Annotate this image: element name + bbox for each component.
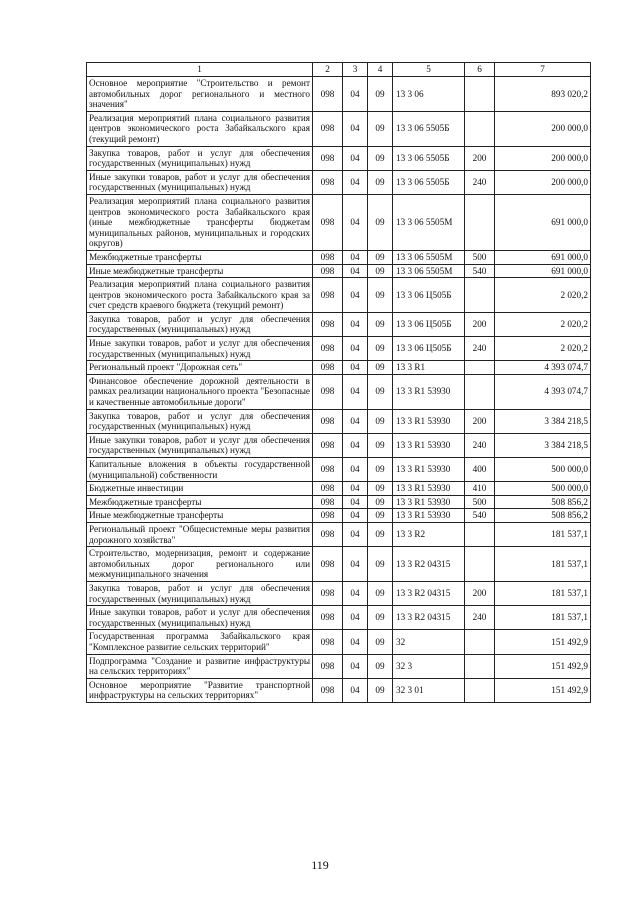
amount-cell: 2 020,2 [495, 278, 591, 313]
subsection-code-cell: 09 [368, 146, 393, 170]
subsection-code-cell: 09 [368, 250, 393, 264]
table-row [87, 547, 591, 582]
expense-type-cell: 240 [465, 170, 495, 194]
section-code-cell: 04 [343, 654, 368, 678]
subsection-code-cell: 09 [368, 77, 393, 112]
table-row [87, 409, 591, 433]
ministry-code-cell: 098 [313, 495, 343, 509]
section-code-cell: 04 [343, 111, 368, 146]
expense-type-cell: 540 [465, 264, 495, 278]
item-name-cell: Строительство, модернизация, ремонт и содержание автомобильных дорог регионального или межмуниципального значения [87, 547, 313, 582]
section-code-cell: 04 [343, 581, 368, 605]
subsection-code-cell: 09 [368, 194, 393, 250]
target-article-cell: 13 3 R2 04315 [393, 547, 465, 582]
expense-type-cell [465, 111, 495, 146]
amount-cell: 181 537,1 [495, 581, 591, 605]
header-cell: 6 [465, 63, 495, 77]
amount-cell: 508 856,2 [495, 509, 591, 523]
amount-cell: 181 537,1 [495, 606, 591, 630]
subsection-code-cell: 09 [368, 654, 393, 678]
subsection-code-cell: 09 [368, 312, 393, 336]
ministry-code-cell: 098 [313, 458, 343, 482]
target-article-cell: 13 3 06 5505М [393, 264, 465, 278]
amount-cell: 151 492,9 [495, 654, 591, 678]
target-article-cell: 13 3 06 Ц505Б [393, 337, 465, 361]
ministry-code-cell: 098 [313, 77, 343, 112]
ministry-code-cell: 098 [313, 111, 343, 146]
header-cell: 5 [393, 63, 465, 77]
ministry-code-cell: 098 [313, 250, 343, 264]
ministry-code-cell: 098 [313, 146, 343, 170]
amount-cell: 500 000,0 [495, 458, 591, 482]
header-cell: 2 [313, 63, 343, 77]
budget-table-container [86, 62, 590, 703]
table-row [87, 522, 591, 546]
table-row [87, 606, 591, 630]
target-article-cell: 13 3 06 [393, 77, 465, 112]
subsection-code-cell: 09 [368, 409, 393, 433]
section-code-cell: 04 [343, 337, 368, 361]
amount-cell: 508 856,2 [495, 495, 591, 509]
section-code-cell: 04 [343, 361, 368, 375]
expense-type-cell: 240 [465, 433, 495, 457]
target-article-cell: 13 3 R1 53930 [393, 482, 465, 496]
item-name-cell: Основное мероприятие "Строительство и ремонт автомобильных дорог регионального и местного значения" [87, 77, 313, 112]
expense-type-cell: 240 [465, 606, 495, 630]
item-name-cell: Бюджетные инвестиции [87, 482, 313, 496]
ministry-code-cell: 098 [313, 361, 343, 375]
subsection-code-cell: 09 [368, 547, 393, 582]
section-code-cell: 04 [343, 630, 368, 654]
target-article-cell: 13 3 R1 53930 [393, 374, 465, 409]
item-name-cell: Иные закупки товаров, работ и услуг для обеспечения государственных (муниципальных) нужд [87, 433, 313, 457]
item-name-cell: Закупка товаров, работ и услуг для обеспечения государственных (муниципальных) нужд [87, 409, 313, 433]
target-article-cell: 13 3 06 5505М [393, 194, 465, 250]
section-code-cell: 04 [343, 278, 368, 313]
target-article-cell: 13 3 R1 53930 [393, 458, 465, 482]
table-row [87, 146, 591, 170]
table-row [87, 433, 591, 457]
ministry-code-cell: 098 [313, 194, 343, 250]
amount-cell: 181 537,1 [495, 547, 591, 582]
table-row [87, 678, 591, 702]
amount-cell: 3 384 218,5 [495, 409, 591, 433]
table-row [87, 194, 591, 250]
ministry-code-cell: 098 [313, 374, 343, 409]
section-code-cell: 04 [343, 678, 368, 702]
amount-cell: 3 384 218,5 [495, 433, 591, 457]
table-row [87, 337, 591, 361]
section-code-cell: 04 [343, 522, 368, 546]
table-row [87, 361, 591, 375]
section-code-cell: 04 [343, 509, 368, 523]
target-article-cell: 32 3 01 [393, 678, 465, 702]
subsection-code-cell: 09 [368, 361, 393, 375]
expense-type-cell: 200 [465, 409, 495, 433]
table-row [87, 495, 591, 509]
table-row [87, 278, 591, 313]
section-code-cell: 04 [343, 264, 368, 278]
expense-type-cell: 410 [465, 482, 495, 496]
section-code-cell: 04 [343, 495, 368, 509]
amount-cell: 691 000,0 [495, 250, 591, 264]
ministry-code-cell: 098 [313, 409, 343, 433]
expense-type-cell [465, 194, 495, 250]
item-name-cell: Иные закупки товаров, работ и услуг для обеспечения государственных (муниципальных) нужд [87, 170, 313, 194]
section-code-cell: 04 [343, 77, 368, 112]
subsection-code-cell: 09 [368, 482, 393, 496]
item-name-cell: Финансовое обеспечение дорожной деятельности в рамках реализации национального проекта "Безопасные и качественные автомобильные дороги" [87, 374, 313, 409]
amount-cell: 2 020,2 [495, 312, 591, 336]
item-name-cell: Подпрограмма "Создание и развитие инфраструктуры на сельских территориях" [87, 654, 313, 678]
table-row [87, 264, 591, 278]
ministry-code-cell: 098 [313, 509, 343, 523]
subsection-code-cell: 09 [368, 630, 393, 654]
subsection-code-cell: 09 [368, 522, 393, 546]
amount-cell: 500 000,0 [495, 482, 591, 496]
target-article-cell: 13 3 R1 53930 [393, 409, 465, 433]
expense-type-cell: 200 [465, 146, 495, 170]
target-article-cell: 13 3 R1 53930 [393, 433, 465, 457]
table-row [87, 458, 591, 482]
page-number: 119 [311, 858, 329, 872]
item-name-cell: Реализация мероприятий плана социального развития центров экономического роста Забайкальского края (иные межбюджетные трансферты бюджетам муниципальных районов, муниципальных и городских округов) [87, 194, 313, 250]
subsection-code-cell: 09 [368, 581, 393, 605]
ministry-code-cell: 098 [313, 264, 343, 278]
subsection-code-cell: 09 [368, 170, 393, 194]
header-cell: 3 [343, 63, 368, 77]
expense-type-cell [465, 361, 495, 375]
subsection-code-cell: 09 [368, 495, 393, 509]
target-article-cell: 32 3 [393, 654, 465, 678]
amount-cell: 4 393 074,7 [495, 374, 591, 409]
subsection-code-cell: 09 [368, 264, 393, 278]
expense-type-cell [465, 630, 495, 654]
table-row [87, 77, 591, 112]
target-article-cell: 13 3 R2 [393, 522, 465, 546]
table-row [87, 581, 591, 605]
ministry-code-cell: 098 [313, 654, 343, 678]
section-code-cell: 04 [343, 312, 368, 336]
item-name-cell: Основное мероприятие "Развитие транспортной инфраструктуры на сельских территориях" [87, 678, 313, 702]
item-name-cell: Региональный проект "Дорожная сеть" [87, 361, 313, 375]
item-name-cell: Реализация мероприятий плана социального развития центров экономического роста Забайкальского края (текущий ремонт) [87, 111, 313, 146]
ministry-code-cell: 098 [313, 678, 343, 702]
section-code-cell: 04 [343, 374, 368, 409]
target-article-cell: 13 3 06 5505Б [393, 111, 465, 146]
target-article-cell: 32 [393, 630, 465, 654]
ministry-code-cell: 098 [313, 630, 343, 654]
amount-cell: 4 393 074,7 [495, 361, 591, 375]
expense-type-cell: 500 [465, 495, 495, 509]
section-code-cell: 04 [343, 194, 368, 250]
item-name-cell: Межбюджетные трансферты [87, 250, 313, 264]
item-name-cell: Межбюджетные трансферты [87, 495, 313, 509]
expense-type-cell [465, 678, 495, 702]
subsection-code-cell: 09 [368, 678, 393, 702]
amount-cell: 200 000,0 [495, 111, 591, 146]
item-name-cell: Реализация мероприятий плана социального развития центров экономического роста Забайкальского края за счет средств краевого бюджета (текущий ремонт) [87, 278, 313, 313]
section-code-cell: 04 [343, 606, 368, 630]
section-code-cell: 04 [343, 409, 368, 433]
expense-type-cell [465, 278, 495, 313]
item-name-cell: Закупка товаров, работ и услуг для обеспечения государственных (муниципальных) нужд [87, 146, 313, 170]
target-article-cell: 13 3 06 5505Б [393, 146, 465, 170]
table-row [87, 482, 591, 496]
expense-type-cell [465, 374, 495, 409]
header-cell: 1 [87, 63, 313, 77]
amount-cell: 691 000,0 [495, 194, 591, 250]
table-header-row [87, 63, 591, 77]
expense-type-cell [465, 522, 495, 546]
item-name-cell: Иные закупки товаров, работ и услуг для обеспечения государственных (муниципальных) нужд [87, 337, 313, 361]
target-article-cell: 13 3 06 Ц505Б [393, 278, 465, 313]
section-code-cell: 04 [343, 433, 368, 457]
expense-type-cell: 200 [465, 581, 495, 605]
item-name-cell: Капитальные вложения в объекты государственной (муниципальной) собственности [87, 458, 313, 482]
item-name-cell: Государственная программа Забайкальского края "Комплексное развитие сельских территорий" [87, 630, 313, 654]
table-row [87, 374, 591, 409]
expense-type-cell: 200 [465, 312, 495, 336]
amount-cell: 200 000,0 [495, 146, 591, 170]
section-code-cell: 04 [343, 146, 368, 170]
target-article-cell: 13 3 06 Ц505Б [393, 312, 465, 336]
expense-type-cell [465, 77, 495, 112]
table-row [87, 170, 591, 194]
target-article-cell: 13 3 R2 04315 [393, 581, 465, 605]
subsection-code-cell: 09 [368, 509, 393, 523]
subsection-code-cell: 09 [368, 337, 393, 361]
table-row [87, 312, 591, 336]
item-name-cell: Иные межбюджетные трансферты [87, 509, 313, 523]
section-code-cell: 04 [343, 250, 368, 264]
subsection-code-cell: 09 [368, 606, 393, 630]
expense-type-cell [465, 547, 495, 582]
target-article-cell: 13 3 R1 53930 [393, 495, 465, 509]
table-row [87, 111, 591, 146]
ministry-code-cell: 098 [313, 606, 343, 630]
table-row [87, 509, 591, 523]
header-cell: 7 [495, 63, 591, 77]
item-name-cell: Иные межбюджетные трансферты [87, 264, 313, 278]
expense-type-cell [465, 654, 495, 678]
table-row [87, 250, 591, 264]
section-code-cell: 04 [343, 170, 368, 194]
expense-type-cell: 240 [465, 337, 495, 361]
amount-cell: 691 000,0 [495, 264, 591, 278]
amount-cell: 151 492,9 [495, 630, 591, 654]
item-name-cell: Закупка товаров, работ и услуг для обеспечения государственных (муниципальных) нужд [87, 581, 313, 605]
amount-cell: 200 000,0 [495, 170, 591, 194]
target-article-cell: 13 3 06 5505М [393, 250, 465, 264]
section-code-cell: 04 [343, 547, 368, 582]
item-name-cell: Закупка товаров, работ и услуг для обеспечения государственных (муниципальных) нужд [87, 312, 313, 336]
section-code-cell: 04 [343, 482, 368, 496]
ministry-code-cell: 098 [313, 522, 343, 546]
ministry-code-cell: 098 [313, 278, 343, 313]
subsection-code-cell: 09 [368, 433, 393, 457]
target-article-cell: 13 3 R1 [393, 361, 465, 375]
header-cell: 4 [368, 63, 393, 77]
target-article-cell: 13 3 R2 04315 [393, 606, 465, 630]
ministry-code-cell: 098 [313, 170, 343, 194]
ministry-code-cell: 098 [313, 433, 343, 457]
amount-cell: 151 492,9 [495, 678, 591, 702]
subsection-code-cell: 09 [368, 458, 393, 482]
subsection-code-cell: 09 [368, 374, 393, 409]
target-article-cell: 13 3 R1 53930 [393, 509, 465, 523]
amount-cell: 181 537,1 [495, 522, 591, 546]
table-body [87, 77, 591, 703]
amount-cell: 2 020,2 [495, 337, 591, 361]
ministry-code-cell: 098 [313, 312, 343, 336]
subsection-code-cell: 09 [368, 111, 393, 146]
expense-type-cell: 500 [465, 250, 495, 264]
ministry-code-cell: 098 [313, 581, 343, 605]
ministry-code-cell: 098 [313, 482, 343, 496]
item-name-cell: Иные закупки товаров, работ и услуг для обеспечения государственных (муниципальных) нужд [87, 606, 313, 630]
ministry-code-cell: 098 [313, 547, 343, 582]
table-row [87, 630, 591, 654]
subsection-code-cell: 09 [368, 278, 393, 313]
target-article-cell: 13 3 06 5505Б [393, 170, 465, 194]
section-code-cell: 04 [343, 458, 368, 482]
expense-type-cell: 540 [465, 509, 495, 523]
table-row [87, 654, 591, 678]
item-name-cell: Региональный проект "Общесистемные меры развития дорожного хозяйства" [87, 522, 313, 546]
ministry-code-cell: 098 [313, 337, 343, 361]
budget-table [86, 62, 591, 703]
amount-cell: 893 020,2 [495, 77, 591, 112]
expense-type-cell: 400 [465, 458, 495, 482]
